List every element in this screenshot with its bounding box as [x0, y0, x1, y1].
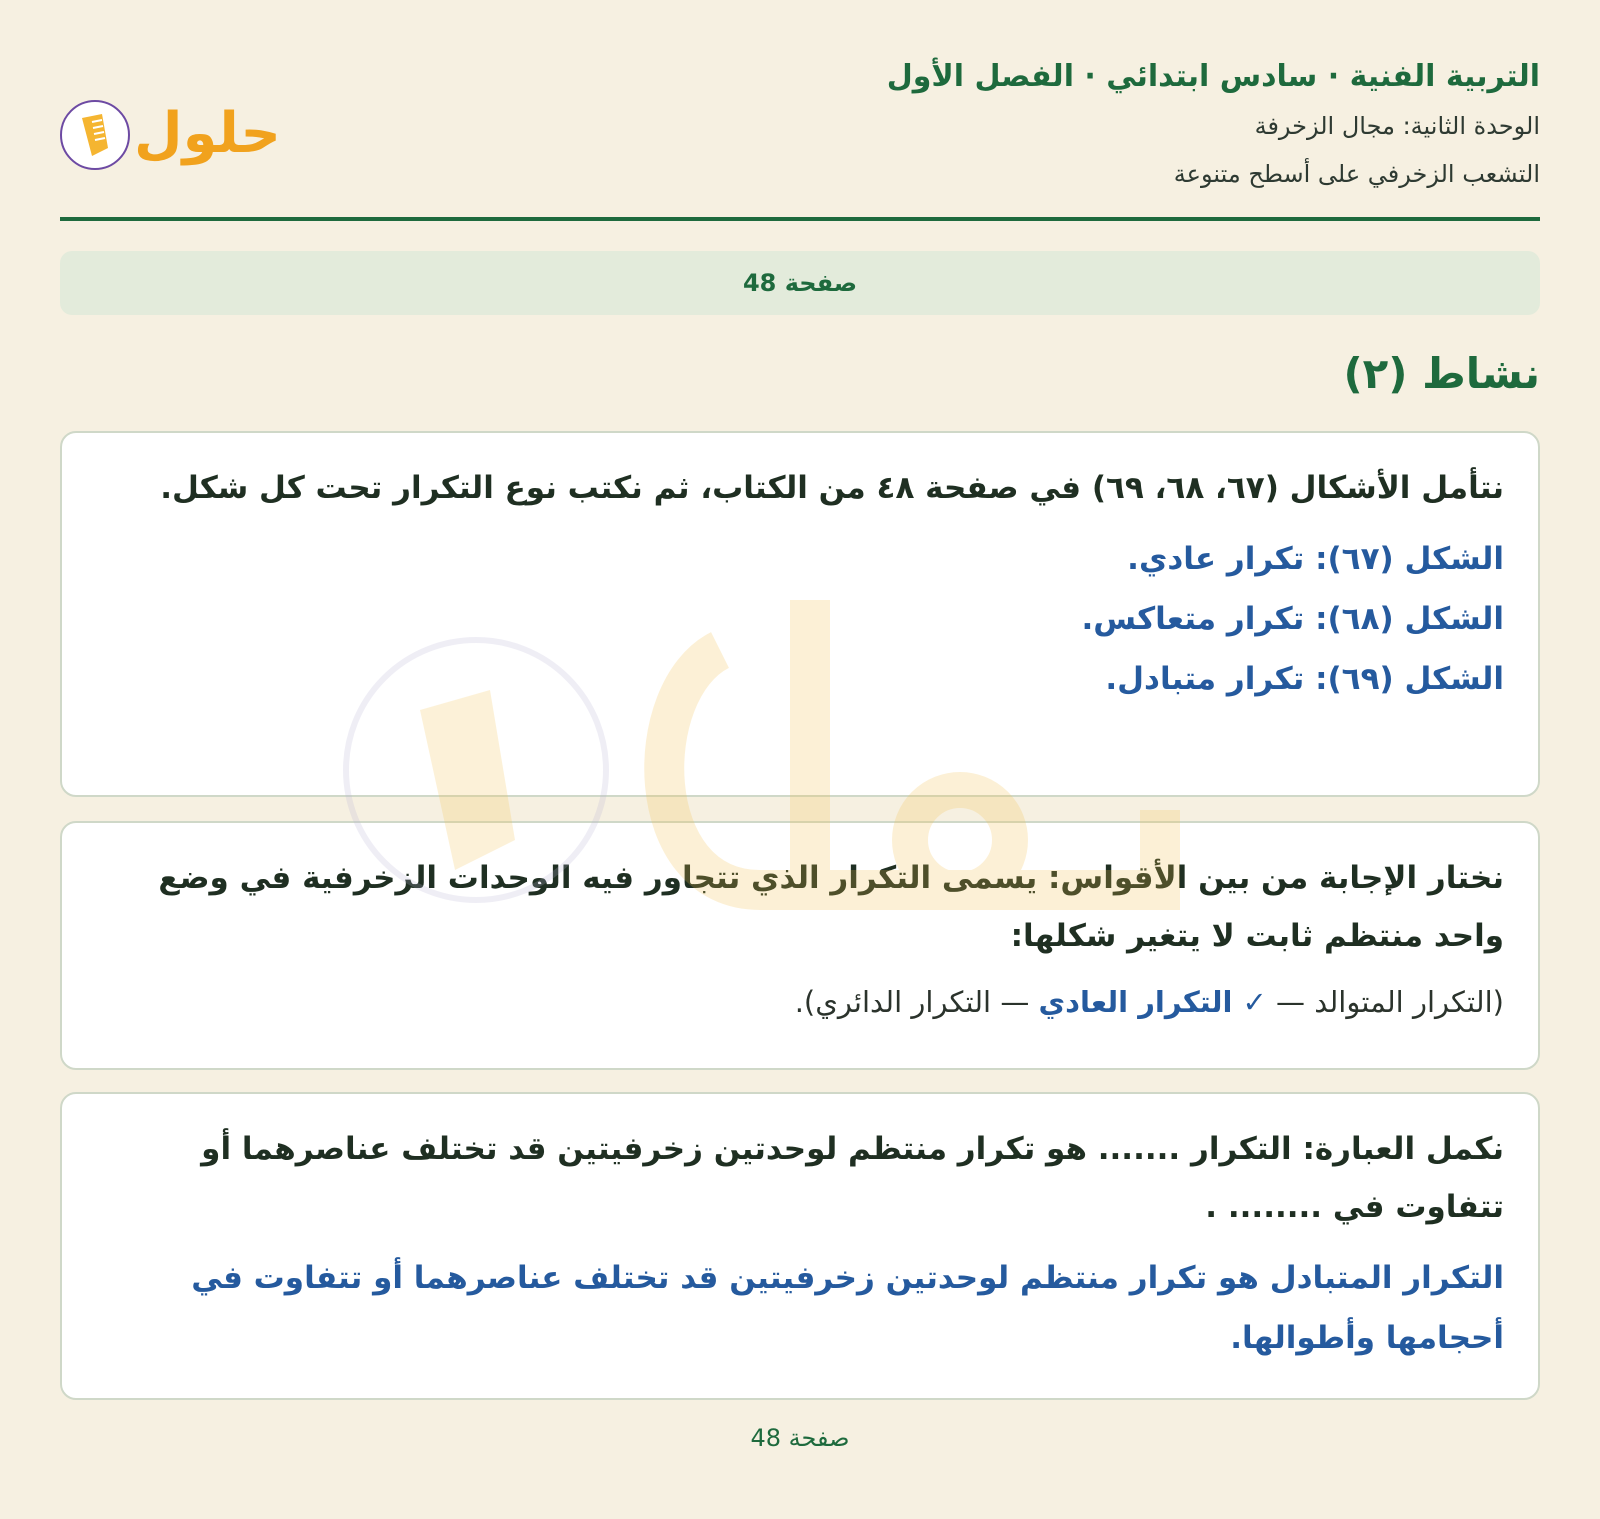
activity-title: نشاط (٢)	[1343, 349, 1540, 398]
logo	[60, 94, 280, 174]
question-card-2	[60, 821, 1540, 1070]
answer-item: الشكل (٦٨): تكرار متعاكس.	[1081, 601, 1504, 637]
answer-item: الشكل (٦٧): تكرار عادي.	[1127, 541, 1504, 577]
answer-text: التكرار المتبادل هو تكرار منتظم لوحدتين زخرفيتين قد تختلف عناصرهما أو تتفاوت في أحجامها وأطوالها.	[191, 1260, 1504, 1356]
choice-open: (التكرار المتوالد —	[1266, 985, 1504, 1019]
question-text: نختار الإجابة من بين الأقواس: يسمى التكرار الذي تتجاور فيه الوحدات الزخرفية في وضع واحد منتظم ثابت لا يتغير شكلها:	[158, 860, 1504, 954]
header	[60, 52, 1540, 222]
lesson-subtitle: التشعب الزخرفي على أسطح متنوعة	[1173, 160, 1540, 188]
unit-subtitle: الوحدة الثانية: مجال الزخرفة	[1254, 112, 1540, 140]
page-number-label: صفحة 48	[742, 269, 858, 297]
choice-close: — التكرار الدائري).	[794, 985, 1039, 1019]
page	[60, 0, 1540, 1519]
choices-line	[96, 973, 1504, 1031]
correct-choice: ✓ التكرار العادي	[1038, 985, 1267, 1019]
title-block	[887, 52, 1540, 198]
footer-page-number: صفحة 48	[750, 1424, 850, 1452]
question-text: نكمل العبارة: التكرار ....... هو تكرار منتظم لوحدتين زخرفيتين قد تختلف عناصرهما أو تتفاوت في ........ .	[201, 1131, 1504, 1225]
question-card-1	[60, 431, 1540, 797]
logo-text: حلول	[134, 101, 281, 166]
answer-item: الشكل (٦٩): تكرار متبادل.	[1105, 661, 1504, 697]
book-icon	[60, 100, 130, 170]
page-number-bar	[60, 251, 1540, 315]
answer-list	[96, 529, 1504, 709]
header-divider	[60, 217, 1540, 221]
question-text: نتأمل الأشكال (٦٧، ٦٨، ٦٩) في صفحة ٤٨ من الكتاب، ثم نكتب نوع التكرار تحت كل شكل.	[160, 470, 1504, 506]
page-title: التربية الفنية · سادس ابتدائي · الفصل الأول	[886, 59, 1540, 94]
question-card-3	[60, 1092, 1540, 1400]
